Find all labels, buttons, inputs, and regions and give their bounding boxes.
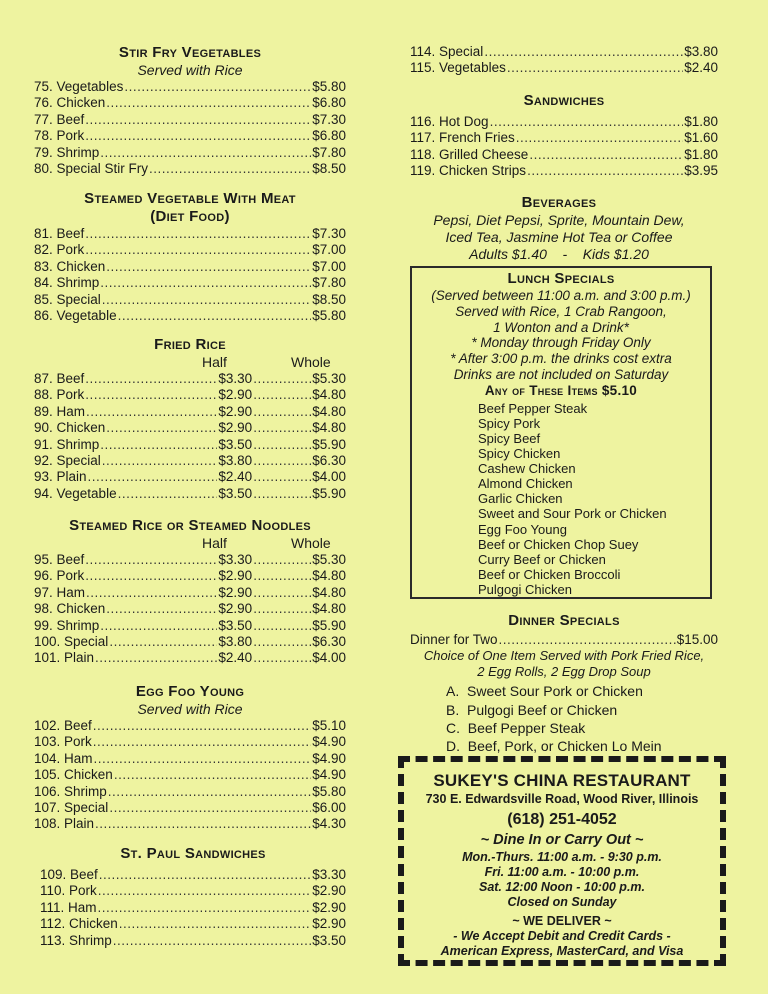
lunch-note: (Served between 11:00 a.m. and 3:00 p.m.)	[431, 288, 691, 303]
menu-list	[34, 552, 346, 667]
steamed-rice-section	[34, 517, 346, 667]
menu-item	[34, 718, 346, 734]
item-label: 117. French Fries	[410, 130, 515, 146]
item-label: 77. Beef	[34, 111, 85, 127]
item-price: $5.80	[312, 79, 346, 94]
item-price: $4.90	[312, 767, 346, 783]
lunch-note: Served with Rice, 1 Crab Rangoon,	[455, 303, 667, 319]
menu-item	[410, 60, 718, 76]
lunch-item: Almond Chicken	[478, 476, 573, 492]
restaurant-phone: (618) 251-4052	[507, 811, 617, 828]
lunch-item-list	[412, 401, 710, 597]
item-label: 90. Chicken	[34, 420, 106, 436]
sandwiches-section	[410, 92, 718, 180]
item-label: 96. Pork	[34, 568, 85, 584]
lunch-item: Garlic Chicken	[478, 491, 563, 507]
item-label: 118. Grilled Cheese	[410, 146, 529, 162]
item-price: $3.95	[684, 163, 718, 179]
half-price: $2.40	[218, 650, 253, 666]
half-price: $2.90	[218, 387, 253, 403]
menu-list	[34, 79, 346, 177]
half-price: $3.80	[218, 453, 253, 469]
item-label: 115. Vegetables	[410, 60, 506, 76]
menu-item	[34, 128, 346, 144]
half-price: $2.40	[218, 469, 253, 485]
menu-list	[410, 44, 718, 77]
beverages-section	[404, 194, 714, 263]
item-label: 112. Chicken	[40, 916, 118, 932]
item-price: $6.00	[312, 800, 346, 816]
payment-line: - We Accept Debit and Credit Cards -	[453, 929, 671, 943]
section-title: Steamed Vegetable With Meat	[84, 190, 296, 207]
lunch-note: * Monday through Friday Only	[471, 335, 651, 351]
whole-header: Whole	[291, 354, 331, 370]
item-label: 103. Pork	[34, 734, 92, 750]
menu-item	[34, 568, 346, 584]
item-label: 95. Beef	[34, 552, 85, 567]
dinner-option: D. Beef, Pork, or Chicken Lo Mein	[446, 738, 662, 755]
lunch-item: Beef or Chicken Chop Suey	[478, 536, 639, 552]
lunch-item: Pulgogi Chicken	[478, 581, 572, 597]
half-header: Half	[202, 535, 227, 551]
item-label: 119. Chicken Strips	[410, 163, 527, 179]
menu-item	[40, 916, 346, 932]
dinner-option: B. Pulgogi Beef or Chicken	[446, 701, 618, 718]
menu-item	[34, 308, 346, 324]
section-title: Lunch Specials	[507, 270, 615, 287]
menu-list	[34, 718, 346, 833]
menu-item	[34, 275, 346, 291]
item-price: $2.90	[312, 916, 346, 932]
item-label: 88. Pork	[34, 387, 85, 403]
item-price: $4.90	[312, 750, 346, 766]
item-price: $1.60	[684, 130, 718, 146]
item-label: 116. Hot Dog	[410, 114, 489, 129]
menu-item	[34, 95, 346, 111]
menu-item	[34, 486, 346, 502]
lunch-item: Beef Pepper Steak	[478, 400, 588, 416]
continued-section	[410, 44, 718, 77]
item-label: 76. Chicken	[34, 95, 106, 111]
item-price: $7.80	[312, 275, 346, 291]
dinner-note: 2 Egg Rolls, 2 Egg Drop Soup	[477, 664, 651, 680]
beverages-line: Pepsi, Diet Pepsi, Sprite, Mountain Dew,	[433, 212, 685, 228]
item-price: $7.30	[312, 111, 346, 127]
item-label: 108. Plain	[34, 816, 95, 832]
lunch-item: Sweet and Sour Pork or Chicken	[478, 506, 667, 522]
menu-item	[34, 242, 346, 258]
item-price: $8.50	[312, 291, 346, 307]
menu-item	[34, 800, 346, 816]
item-price: $2.40	[684, 60, 718, 76]
menu-item	[34, 404, 346, 420]
menu-item	[34, 469, 346, 485]
lunch-item: Spicy Beef	[478, 430, 541, 446]
lunch-item: Curry Beef or Chicken	[478, 551, 606, 567]
menu-item	[410, 114, 718, 130]
menu-item	[34, 767, 346, 783]
item-label: 94. Vegetable	[34, 485, 117, 501]
lunch-notes	[412, 288, 710, 383]
item-price: $7.00	[312, 258, 346, 274]
menu-item	[34, 552, 346, 568]
whole-price: $5.90	[312, 485, 346, 501]
whole-price: $4.00	[312, 650, 346, 666]
egg-foo-section	[34, 683, 346, 833]
menu-item	[34, 784, 346, 800]
menu-list	[40, 867, 346, 949]
menu-item	[34, 437, 346, 453]
item-label: 100. Special	[34, 634, 109, 650]
steamed-veg-section	[34, 190, 346, 324]
menu-list	[34, 371, 346, 502]
item-price: $7.30	[312, 226, 346, 241]
item-price: $4.30	[312, 816, 346, 832]
menu-item	[40, 900, 346, 916]
hours-line: Fri. 11:00 a.m. - 10:00 p.m.	[484, 865, 640, 879]
menu-item	[34, 618, 346, 634]
half-price: $2.90	[218, 420, 253, 436]
section-title: Stir Fry Vegetables	[118, 44, 262, 61]
whole-price: $4.00	[312, 469, 346, 485]
section-title: Egg Foo Young	[135, 683, 245, 700]
item-label: 91. Shrimp	[34, 436, 100, 452]
half-price: $3.50	[218, 485, 253, 501]
item-label: 83. Chicken	[34, 258, 106, 274]
item-price: $3.30	[312, 867, 346, 882]
section-title: Sandwiches	[523, 92, 605, 109]
item-label: 89. Ham	[34, 403, 86, 419]
item-label: 87. Beef	[34, 371, 85, 386]
item-label: 97. Ham	[34, 584, 86, 600]
half-price: $3.50	[218, 617, 253, 633]
item-price: $5.80	[312, 308, 346, 324]
menu-item	[34, 387, 346, 403]
delivery-line: ~ WE DELIVER ~	[512, 914, 612, 928]
item-label: 114. Special	[410, 44, 484, 59]
item-label: 75. Vegetables	[34, 79, 124, 94]
menu-item	[34, 226, 346, 242]
item-price: $7.00	[312, 242, 346, 258]
lunch-item: Spicy Pork	[478, 415, 541, 431]
item-label: 113. Shrimp	[40, 932, 112, 948]
item-price: $2.90	[312, 899, 346, 915]
whole-price: $4.80	[312, 568, 346, 584]
menu-item	[34, 145, 346, 161]
half-price: $3.30	[218, 552, 253, 567]
whole-price: $5.90	[312, 436, 346, 452]
whole-price: $6.30	[312, 634, 346, 650]
item-label: 92. Special	[34, 453, 101, 469]
menu-item	[34, 650, 346, 666]
payment-line: American Express, MasterCard, and Visa	[440, 944, 684, 958]
menu-item	[34, 420, 346, 436]
section-title-2: (Diet Food)	[150, 208, 230, 225]
item-price: $3.80	[684, 44, 718, 59]
section-title: Steamed Rice or Steamed Noodles	[69, 517, 311, 534]
item-label: 78. Pork	[34, 128, 85, 144]
whole-header: Whole	[291, 535, 331, 551]
section-subtitle: Served with Rice	[137, 701, 243, 717]
whole-price: $4.80	[312, 420, 346, 436]
section-subtitle: Served with Rice	[137, 62, 243, 78]
menu-item	[410, 130, 718, 146]
item-label: 105. Chicken	[34, 767, 113, 783]
restaurant-address: 730 E. Edwardsville Road, Wood River, Illinois	[425, 792, 699, 806]
item-label: 111. Ham	[40, 899, 97, 915]
menu-item	[34, 371, 346, 387]
item-label: 93. Plain	[34, 469, 87, 485]
item-label: 85. Special	[34, 291, 101, 307]
menu-item	[34, 634, 346, 650]
item-price: $6.80	[312, 128, 346, 144]
half-price: $2.90	[218, 601, 253, 617]
hours-line: Mon.-Thurs. 11:00 a.m. - 9:30 p.m.	[462, 850, 662, 864]
item-price: $7.80	[312, 144, 346, 160]
menu-item	[34, 112, 346, 128]
lunch-item: Beef or Chicken Broccoli	[478, 566, 621, 582]
fried-rice-section	[34, 336, 346, 502]
whole-price: $5.90	[312, 617, 346, 633]
menu-item	[410, 163, 718, 179]
item-label: 101. Plain	[34, 650, 95, 666]
lunch-note: Drinks are not included on Saturday	[453, 366, 669, 382]
lunch-item: Spicy Chicken	[478, 446, 561, 462]
whole-price: $6.30	[312, 453, 346, 469]
beverages-line: Iced Tea, Jasmine Hot Tea or Coffee	[445, 229, 673, 245]
item-label: 104. Ham	[34, 750, 93, 766]
menu-item	[410, 44, 718, 60]
beverages-prices: Adults $1.40 - Kids $1.20	[469, 246, 649, 262]
dine-in-line: ~ Dine In or Carry Out ~	[480, 832, 644, 848]
menu-list	[410, 114, 718, 180]
lunch-item: Cashew Chicken	[478, 461, 576, 477]
item-price: $4.90	[312, 734, 346, 750]
menu-item	[34, 816, 346, 832]
lunch-any-label: Any of These Items $5.10	[484, 382, 638, 398]
item-price: $3.50	[312, 932, 346, 948]
item-price: $5.10	[312, 718, 346, 733]
half-header: Half	[202, 354, 227, 370]
item-price: $5.80	[312, 783, 346, 799]
menu-item	[40, 933, 346, 949]
half-price: $3.30	[218, 371, 253, 386]
section-title: St. Paul Sandwiches	[120, 845, 266, 862]
item-label: 109. Beef	[40, 867, 98, 882]
item-label: 84. Shrimp	[34, 275, 100, 291]
item-label: 107. Special	[34, 800, 109, 816]
item-label: 81. Beef	[34, 226, 85, 241]
lunch-item: Egg Foo Young	[478, 521, 567, 537]
menu-list	[34, 226, 346, 324]
half-price: $3.80	[218, 634, 253, 650]
section-title: Dinner Specials	[508, 612, 620, 629]
item-label: 80. Special Stir Fry	[34, 161, 149, 177]
item-price: $2.90	[312, 883, 346, 899]
whole-price: $4.80	[312, 584, 346, 600]
st-paul-section	[40, 845, 346, 949]
restaurant-info-box	[398, 756, 726, 966]
menu-item	[34, 601, 346, 617]
menu-item	[40, 883, 346, 899]
dinner-option: A. Sweet Sour Pork or Chicken	[446, 683, 643, 700]
half-price: $2.90	[218, 403, 253, 419]
item-label: Dinner for Two	[410, 632, 498, 647]
section-title: Beverages	[521, 194, 597, 211]
menu-item	[410, 147, 718, 163]
item-label: 79. Shrimp	[34, 144, 100, 160]
whole-price: $4.80	[312, 387, 346, 403]
half-price: $2.90	[218, 568, 253, 584]
item-label: 102. Beef	[34, 718, 92, 733]
whole-price: $5.30	[312, 552, 346, 567]
item-label: 82. Pork	[34, 242, 85, 258]
menu-item	[34, 453, 346, 469]
item-label: 110. Pork	[40, 883, 97, 899]
item-price: $6.80	[312, 95, 346, 111]
lunch-note: 1 Wonton and a Drink*	[493, 319, 629, 335]
lunch-specials-box	[410, 266, 712, 599]
menu-item	[40, 867, 346, 883]
hours-line: Sat. 12:00 Noon - 10:00 p.m.	[478, 880, 646, 894]
menu-item	[34, 161, 346, 177]
whole-price: $5.30	[312, 371, 346, 386]
item-label: 86. Vegetable	[34, 308, 117, 324]
hours-line: Closed on Sunday	[507, 895, 617, 909]
item-price: $1.80	[684, 114, 718, 129]
dinner-for-two-row	[410, 632, 718, 648]
item-label: 106. Shrimp	[34, 783, 107, 799]
section-title: Fried Rice	[154, 336, 226, 353]
lunch-note: * After 3:00 p.m. the drinks cost extra	[450, 351, 672, 367]
dinner-note: Choice of One Item Served with Pork Fried Rice,	[423, 648, 705, 664]
menu-item	[34, 585, 346, 601]
menu-item	[34, 79, 346, 95]
item-price: $1.80	[684, 146, 718, 162]
menu-item	[34, 292, 346, 308]
item-label: 99. Shrimp	[34, 617, 100, 633]
whole-price: $4.80	[312, 403, 346, 419]
item-label: 98. Chicken	[34, 601, 106, 617]
item-price: $8.50	[312, 161, 346, 177]
menu-item	[34, 259, 346, 275]
menu-item	[34, 734, 346, 750]
restaurant-name: SUKEY'S CHINA RESTAURANT	[433, 771, 691, 790]
half-price: $3.50	[218, 436, 253, 452]
dinner-options	[410, 682, 718, 755]
dinner-specials-section	[410, 612, 718, 755]
item-price: $15.00	[676, 632, 718, 647]
stir-fry-section	[34, 44, 346, 177]
dinner-option: C. Beef Pepper Steak	[446, 719, 586, 736]
menu-item	[34, 751, 346, 767]
half-price: $2.90	[218, 584, 253, 600]
whole-price: $4.80	[312, 601, 346, 617]
